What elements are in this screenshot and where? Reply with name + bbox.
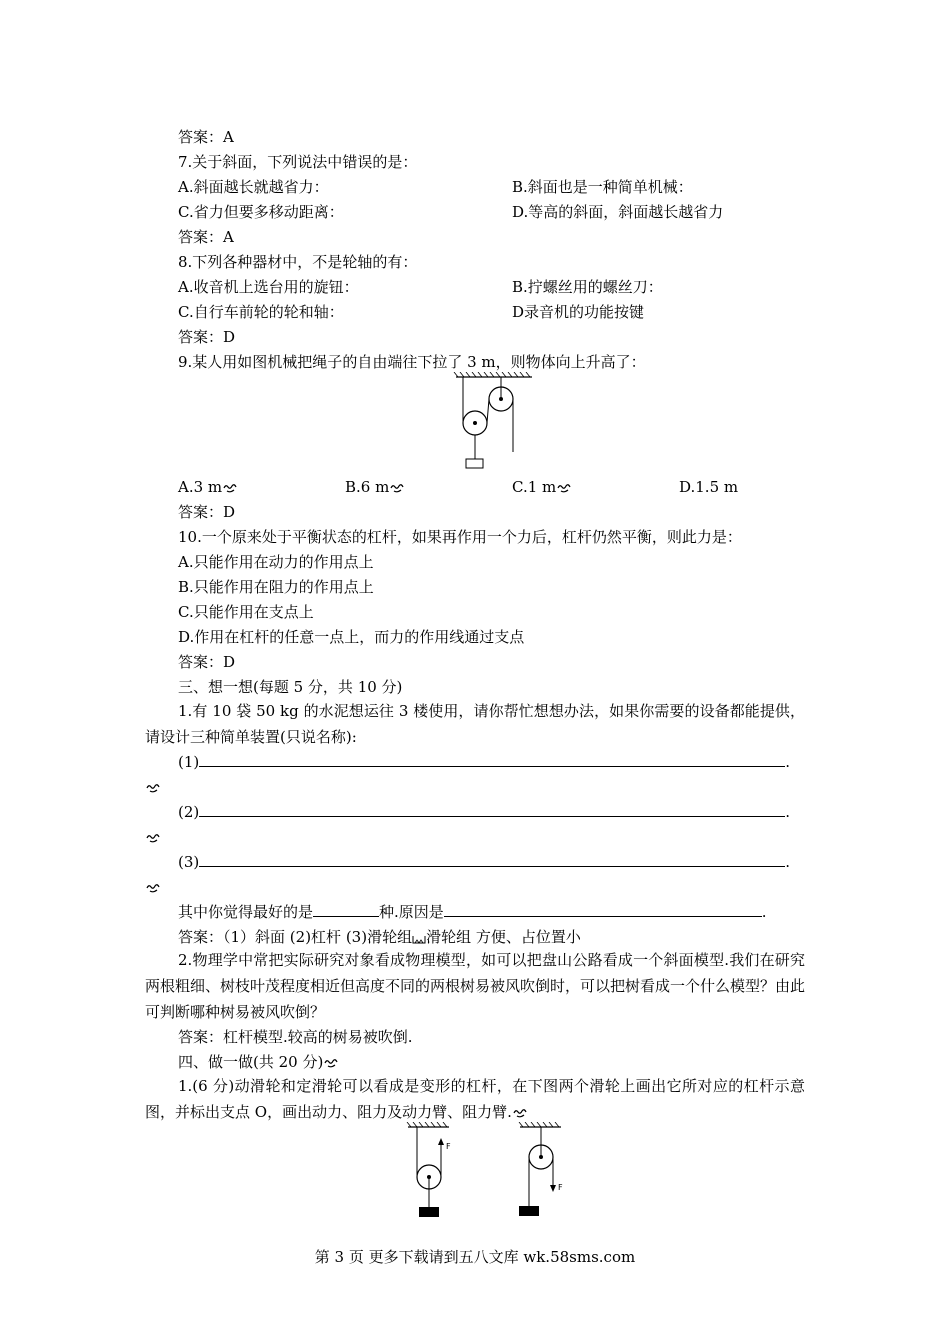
question-8: 8.下列各种器材中，不是轮轴的有： <box>178 253 418 271</box>
q8-option-a: A.收音机上选台用的旋钮： <box>178 278 359 296</box>
squiggle-icon <box>145 827 160 847</box>
q10-option-a: A.只能作用在动力的作用点上 <box>178 553 374 571</box>
answer-6: 答案：A <box>178 128 234 146</box>
page-footer: 第 3 页 更多下载请到五八文库 wk.58sms.com <box>314 1248 636 1266</box>
pulley-block-figure <box>450 372 540 472</box>
question-7: 7.关于斜面，下列说法中错误的是： <box>178 153 418 171</box>
q8-option-d: D录音机的功能按键 <box>512 303 645 321</box>
q9-option-a: A.3 m <box>178 477 237 497</box>
answer-9: 答案：D <box>178 503 236 521</box>
section-3-answer-2: 答案：杠杆模型.较高的树易被吹倒. <box>178 1028 413 1046</box>
movable-pulley-figure <box>405 1122 465 1218</box>
best-choice-line: 其中你觉得最好的是 种.原因是 . <box>178 903 767 921</box>
blank-line-3: (3) . <box>178 853 791 871</box>
q7-option-c: C.省力但要多移动距离： <box>178 203 344 221</box>
bracket-icon <box>412 934 426 944</box>
q10-option-d: D.作用在杠杆的任意一点上，而力的作用线通过支点 <box>178 628 525 646</box>
q8-option-c: C.自行车前轮的轮和轴： <box>178 303 344 321</box>
section-4-heading: 四、做一做(共 20 分) <box>178 1052 338 1072</box>
q10-option-b: B.只能作用在阻力的作用点上 <box>178 578 374 596</box>
q9-option-c: C.1 m <box>512 477 571 497</box>
squiggle-icon <box>390 483 404 493</box>
section-3-question-1: 1.有 10 袋 50 kg 的水泥想运往 3 楼使用，请你帮忙想想办法，如果你需要的设备都能提供，请设计三种简单装置(只说名称): <box>145 702 805 746</box>
squiggle-icon <box>324 1058 338 1068</box>
answer-7: 答案：A <box>178 228 234 246</box>
blank-line-1: (1) . <box>178 753 791 771</box>
force-label: F <box>446 1142 451 1151</box>
section-3-answer-1: 答案：（1）斜面 (2)杠杆 (3)滑轮组 滑轮组 方便、占位置小 <box>178 928 581 946</box>
answer-10: 答案：D <box>178 653 236 671</box>
q8-option-b: B.拧螺丝用的螺丝刀： <box>512 278 663 296</box>
fixed-pulley-figure <box>517 1122 577 1218</box>
q9-option-d: D.1.5 m <box>679 478 739 496</box>
blank-line-2: (2) . <box>178 803 791 821</box>
section-3-question-2: 2.物理学中常把实际研究对象看成物理模型，如可以把盘山公路看成一个斜面模型.我们在研究两根粗细、树枝叶茂程度相近但高度不同的两根树易被风吹倒时，可以把树看成一个什么模型？由此可判断哪种树易被风吹倒？ <box>145 951 806 1021</box>
squiggle-icon <box>513 1108 527 1118</box>
question-9: 9.某人用如图机械把绳子的自由端往下拉了 3 m，则物体向上升高了： <box>178 353 646 371</box>
q9-option-b: B.6 m <box>345 477 404 497</box>
squiggle-icon <box>145 777 160 797</box>
q7-option-a: A.斜面越长就越省力： <box>178 178 329 196</box>
q7-option-d: D.等高的斜面，斜面越长越省力 <box>512 203 724 221</box>
section-3-heading: 三、想一想(每题 5 分，共 10 分) <box>178 678 403 696</box>
question-10: 10.一个原来处于平衡状态的杠杆，如果再作用一个力后，杠杆仍然平衡，则此力是： <box>178 528 742 546</box>
q10-option-c: C.只能作用在支点上 <box>178 603 314 621</box>
force-label: F <box>558 1183 563 1192</box>
squiggle-icon <box>145 877 160 897</box>
answer-8: 答案：D <box>178 328 236 346</box>
q7-option-b: B.斜面也是一种简单机械： <box>512 178 693 196</box>
squiggle-icon <box>223 483 237 493</box>
squiggle-icon <box>557 483 571 493</box>
section-4-question-1: 1.(6 分)动滑轮和定滑轮可以看成是变形的杠杆，在下图两个滑轮上画出它所对应的杠杆示意图，并标出支点 O，画出动力、阻力及动力臂、阻力臂. <box>145 1077 805 1121</box>
